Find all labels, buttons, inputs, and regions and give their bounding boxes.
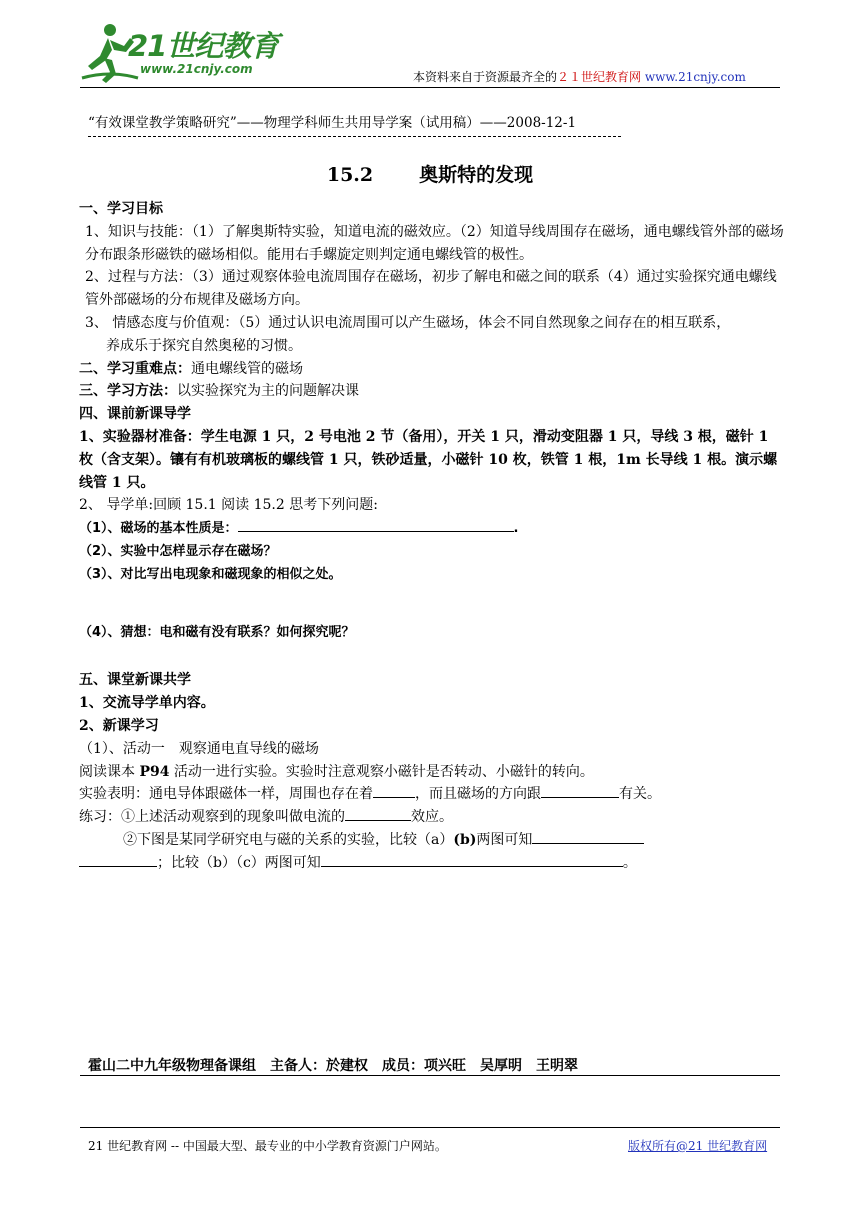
conclusion-c: 有关。 bbox=[619, 786, 661, 803]
reading-pre: 阅读课本 bbox=[79, 763, 140, 780]
guide-label: 2、 导学单: bbox=[79, 497, 154, 514]
question-2: （2）、实验中怎样显示存在磁场？ bbox=[79, 543, 277, 559]
section-number: 15.2 bbox=[326, 164, 374, 186]
dashed-divider bbox=[88, 136, 621, 137]
goal-attitude-label: 3、 情感态度与价值观： bbox=[85, 314, 239, 331]
section-heading-class: 五、课堂新课共学 bbox=[79, 672, 191, 689]
conclusion-blank-1[interactable] bbox=[373, 783, 415, 798]
header-divider bbox=[80, 87, 780, 88]
logo-url: www.21cnjy.com bbox=[140, 62, 253, 76]
footer-copyright-link[interactable]: 版权所有@21 世纪教育网 bbox=[628, 1139, 768, 1153]
section-heading-goals: 一、学习目标 bbox=[79, 201, 163, 217]
activity-1: （1）、活动一 观察通电直导线的磁场 bbox=[79, 740, 319, 757]
source-prefix: 本资料来自于资源最齐全的 bbox=[413, 70, 558, 84]
footer-site-description: 21 世纪教育网 -- 中国最大型、最专业的中小学教育资源门户网站。 bbox=[88, 1139, 447, 1153]
goal-knowledge-text: （1）了解奥斯特实验，知道电流的磁效应。（2）知道导线周围存在磁场，通电螺线管外部的磁场分布跟条形磁铁的磁场相似。能用右手螺旋定则判定通电螺线管的极性。 bbox=[85, 223, 784, 263]
exercise-2-blank-1[interactable] bbox=[532, 829, 644, 844]
main-content bbox=[79, 198, 784, 875]
guide-text: 回顾 15.1 阅读 15.2 思考下列问题: bbox=[153, 497, 378, 514]
team-divider bbox=[80, 1075, 780, 1076]
key-points-text: 通电螺线管的磁场 bbox=[191, 360, 303, 377]
exercise-2-a: ②下图是某同学研究电与磁的关系的实验，比较（a） bbox=[123, 831, 454, 848]
goal-knowledge bbox=[79, 221, 784, 267]
header-source-note bbox=[413, 68, 746, 85]
page-title bbox=[0, 160, 860, 187]
exercise-2-c: 两图可知 bbox=[476, 831, 533, 848]
section-key-points bbox=[79, 358, 784, 381]
source-url-link[interactable]: www.21cnjy.com bbox=[644, 70, 746, 84]
goal-process-label: 2、过程与方法： bbox=[85, 269, 192, 286]
question-4: （4）、猜想：电和磁有没有联系？如何探究呢？ bbox=[79, 624, 355, 640]
exercise-1-blank[interactable] bbox=[345, 806, 411, 821]
exercise-1-b: 效应。 bbox=[411, 809, 453, 826]
question-3: （3）、对比写出电现象和磁现象的相似之处。 bbox=[79, 566, 342, 582]
exercise-3-b: 。 bbox=[622, 854, 637, 871]
site-logo[interactable] bbox=[80, 22, 290, 84]
prep-team-line: 霍山二中九年级物理备课组 主备人：於建权 成员：项兴旺 吴厚明 王明翠 bbox=[88, 1058, 578, 1074]
question-1-end: . bbox=[513, 521, 519, 537]
goal-attitude-cont: 养成乐于探究自然奥秘的习惯。 bbox=[106, 337, 302, 354]
class-item-1: 1、交流导学单内容。 bbox=[79, 695, 215, 712]
conclusion-line bbox=[79, 783, 784, 806]
question-1 bbox=[79, 517, 784, 541]
equipment-paragraph bbox=[79, 426, 784, 494]
footer-divider bbox=[80, 1127, 780, 1128]
section-heading-preview: 四、课前新课导学 bbox=[79, 406, 191, 423]
key-points-heading: 二、学习重难点： bbox=[79, 360, 191, 377]
equipment-text: 学生电源 1 只，2 号电池 2 节（备用），开关 1 只，滑动变阻器 1 只，导线 3 根，磁针 1 枚（含支架）。镶有有机玻璃板的螺线管 1 只，铁砂适量，小磁针 10 枚，铁管 1 根，1m 长导线 1 根。演示螺线管 1 只。 bbox=[79, 428, 778, 491]
exercise-2 bbox=[79, 829, 784, 852]
reading-instruction bbox=[79, 761, 784, 784]
goal-attitude bbox=[79, 312, 784, 335]
goal-process-text: （3）通过观察体验电流周围存在磁场，初步了解电和磁之间的联系（4）通过实验探究通电螺线管外部磁场的分布规律及磁场方向。 bbox=[85, 269, 777, 309]
document-subtitle: “有效课堂教学策略研究”——物理学科师生共用导学案（试用稿）——2008-12-1 bbox=[88, 115, 577, 131]
exercise-1 bbox=[79, 806, 784, 829]
conclusion-a: 实验表明：通电导体跟磁体一样，周围也存在着 bbox=[79, 786, 373, 803]
question-1-text: （1）、磁场的基本性质是： bbox=[79, 521, 238, 537]
goal-process bbox=[79, 266, 784, 312]
exercise-3 bbox=[79, 852, 784, 875]
title-text: 奥斯特的发现 bbox=[419, 164, 534, 186]
section-method bbox=[79, 380, 784, 403]
question-1-blank[interactable] bbox=[238, 517, 514, 532]
guide-paragraph bbox=[79, 494, 784, 517]
equipment-label: 1、实验器材准备： bbox=[79, 428, 201, 445]
logo-wordmark: 21世纪教育 bbox=[128, 29, 279, 63]
exercise-3-a: ；比较（b）（c）两图可知 bbox=[157, 854, 321, 871]
class-item-2: 2、新课学习 bbox=[79, 717, 159, 734]
exercise-2-b: (b) bbox=[453, 831, 477, 848]
exercise-3-blank-2[interactable] bbox=[321, 852, 623, 867]
exercise-3-blank-1[interactable] bbox=[79, 852, 157, 867]
exercise-1-a: 练习：①上述活动观察到的现象叫做电流的 bbox=[79, 809, 345, 826]
conclusion-b: ，而且磁场的方向跟 bbox=[415, 786, 541, 803]
method-heading: 三、学习方法： bbox=[79, 383, 177, 400]
goal-knowledge-label: 1、知识与技能： bbox=[85, 223, 192, 240]
source-site-link[interactable]: ２１世纪教育网 bbox=[557, 70, 642, 84]
reading-post: 活动一进行实验。实验时注意观察小磁针是否转动、小磁针的转向。 bbox=[169, 763, 594, 780]
reading-page: P94 bbox=[139, 763, 170, 780]
method-text: 以实验探究为主的问题解决课 bbox=[177, 383, 359, 400]
goal-attitude-text: （5）通过认识电流周围可以产生磁场，体会不同自然现象之间存在的相互联系， bbox=[238, 314, 731, 331]
conclusion-blank-2[interactable] bbox=[541, 783, 619, 798]
